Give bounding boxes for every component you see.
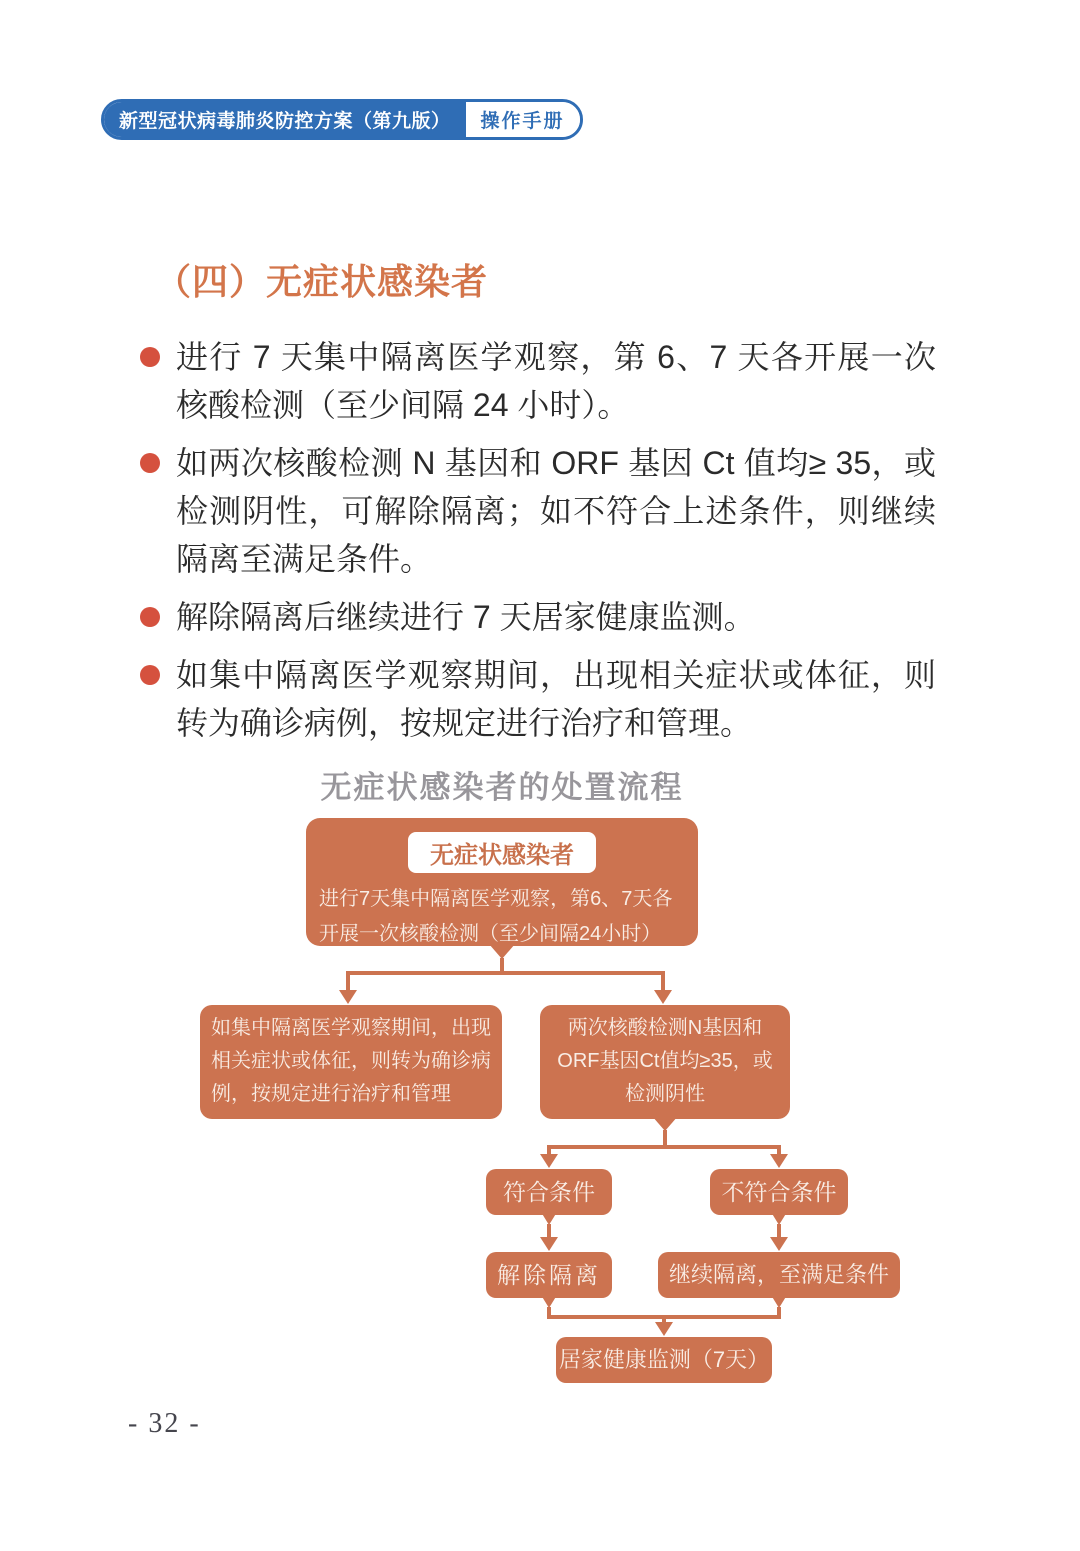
bullet-text: 进行 7 天集中隔离医学观察，第 6、7 天各开展一次核酸检测（至少间隔 24 小时）。: [176, 339, 936, 423]
arrow-to-match: [540, 1154, 558, 1168]
bullet-icon: [140, 347, 160, 367]
bullet-item: [140, 333, 936, 429]
flowchart-title: 无症状感染者的处置流程: [320, 770, 684, 805]
bullet-icon: [140, 453, 160, 473]
bullet-text: 如两次核酸检测 N 基因和 ORF 基因 Ct 值均≥ 35，或检测阴性，可解除隔离；如不符合上述条件，则继续隔离至满足条件。: [176, 445, 936, 577]
arrow-to-test: [654, 990, 672, 1004]
page-number: - 32 -: [128, 1408, 201, 1439]
arrow-to-home: [655, 1322, 673, 1336]
bullet-list: [140, 333, 936, 757]
bullet-item: [140, 439, 936, 583]
flowchart-root-body: 进行7天集中隔离医学观察，第6、7天各开展一次核酸检测（至少间隔24小时）: [319, 888, 673, 945]
flowchart-node-release: 解除隔离: [486, 1252, 612, 1298]
header-title: 新型冠状病毒肺炎防控方案（第九版）: [104, 102, 466, 137]
flowchart-node-root: [306, 818, 698, 946]
flowchart-node-test: 两次核酸检测N基因和ORF基因Ct值均≥35，或检测阴性: [540, 1005, 790, 1119]
flowchart-node-match: 符合条件: [486, 1169, 612, 1215]
arrow-to-symptom: [339, 990, 357, 1004]
bullet-text: 如集中隔离医学观察期间，出现相关症状或体征，则转为确诊病例，按规定进行治疗和管理。: [176, 657, 936, 741]
bullet-icon: [140, 607, 160, 627]
flowchart-node-continue: 继续隔离，至满足条件: [658, 1252, 900, 1298]
bullet-icon: [140, 665, 160, 685]
arrow-to-nomatch: [770, 1154, 788, 1168]
header-manual-badge: 操作手册: [466, 102, 580, 137]
flowchart-node-no-match: 不符合条件: [710, 1169, 848, 1215]
flowchart-node-home: 居家健康监测（7天）: [556, 1337, 772, 1383]
flowchart-node-symptom: 如集中隔离医学观察期间，出现相关症状或体征，则转为确诊病例，按规定进行治疗和管理: [200, 1005, 502, 1119]
arrow-to-release: [540, 1237, 558, 1251]
arrow-to-continue: [770, 1237, 788, 1251]
bullet-item: [140, 651, 936, 747]
flowchart-root-badge: 无症状感染者: [408, 832, 596, 873]
flowchart: [0, 760, 1080, 1420]
section-title: （四）无症状感染者: [155, 261, 489, 302]
document-header: [101, 99, 583, 140]
bullet-text: 解除隔离后继续进行 7 天居家健康监测。: [176, 599, 756, 635]
bullet-item: [140, 593, 936, 641]
